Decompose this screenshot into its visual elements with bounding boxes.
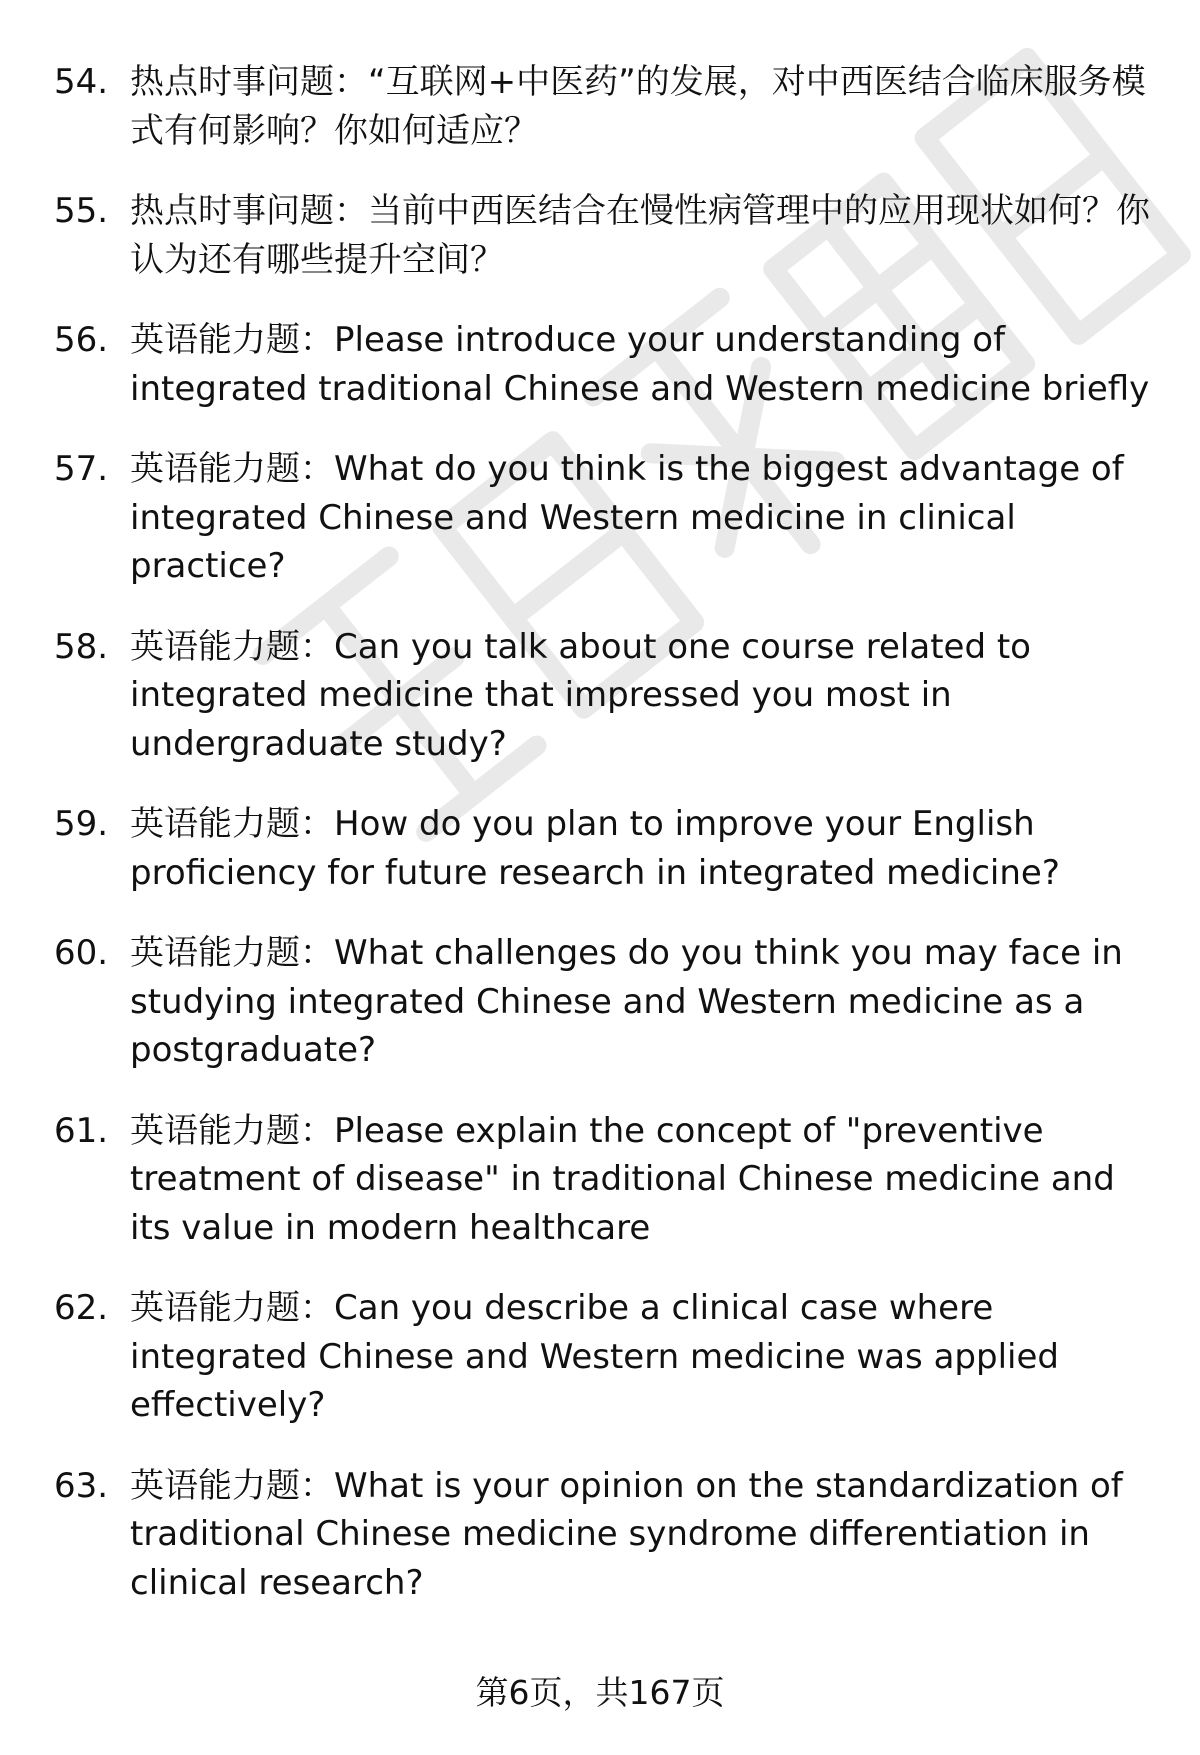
question-number: 59. — [54, 804, 109, 844]
question-item — [0, 800, 1200, 897]
question-text: 英语能力题：Please explain the concept of "preventive treatment of disease" in traditional Chinese medicine and its value in modern healthcare — [130, 1110, 1115, 1248]
question-list — [0, 58, 1200, 1639]
question-item — [0, 929, 1200, 1075]
question-text: 英语能力题：Can you describe a clinical case where integrated Chinese and Western medicine was applied effectively? — [130, 1288, 1059, 1425]
question-number: 56. — [54, 320, 109, 360]
question-text: 英语能力题：Please introduce your understanding of integrated traditional Chinese and Western medicine briefly — [130, 320, 1150, 409]
question-text: 英语能力题：What do you think is the biggest advantage of integrated Chinese and Western medicine in clinical practice? — [130, 449, 1124, 586]
question-item — [0, 1284, 1200, 1430]
question-number: 55. — [54, 191, 109, 231]
question-number: 63. — [54, 1465, 109, 1506]
question-text: 英语能力题：What is your opinion on the standardization of traditional Chinese medicine syndrome differentiation in clinical research? — [130, 1465, 1123, 1603]
question-item — [0, 445, 1200, 591]
question-item — [0, 1107, 1200, 1253]
question-number: 60. — [54, 933, 109, 973]
question-text: 英语能力题：Can you talk about one course related to integrated medicine that impressed you most in undergraduate study? — [130, 626, 1031, 764]
question-item — [0, 187, 1200, 284]
page-number-footer: 第6页，共167页 — [475, 1673, 725, 1712]
question-item — [0, 1462, 1200, 1608]
question-number: 61. — [54, 1110, 109, 1151]
question-number: 57. — [54, 449, 109, 489]
question-item — [0, 316, 1200, 413]
question-text: 英语能力题：How do you plan to improve your English proficiency for future research in integrated medicine? — [130, 804, 1060, 893]
question-text: 热点时事问题：“互联网+中医药”的发展，对中西医结合临床服务模式有何影响？你如何适应？ — [130, 62, 1146, 151]
question-item — [0, 623, 1200, 769]
question-text: 英语能力题：What challenges do you think you may face in studying integrated Chinese and Western medicine as a postgraduate? — [130, 933, 1123, 1070]
question-text: 热点时事问题：当前中西医结合在慢性病管理中的应用现状如何？你认为还有哪些提升空间？ — [130, 191, 1150, 280]
question-number: 62. — [54, 1288, 109, 1328]
question-number: 58. — [54, 626, 109, 667]
question-item — [0, 58, 1200, 155]
question-number: 54. — [54, 62, 109, 102]
